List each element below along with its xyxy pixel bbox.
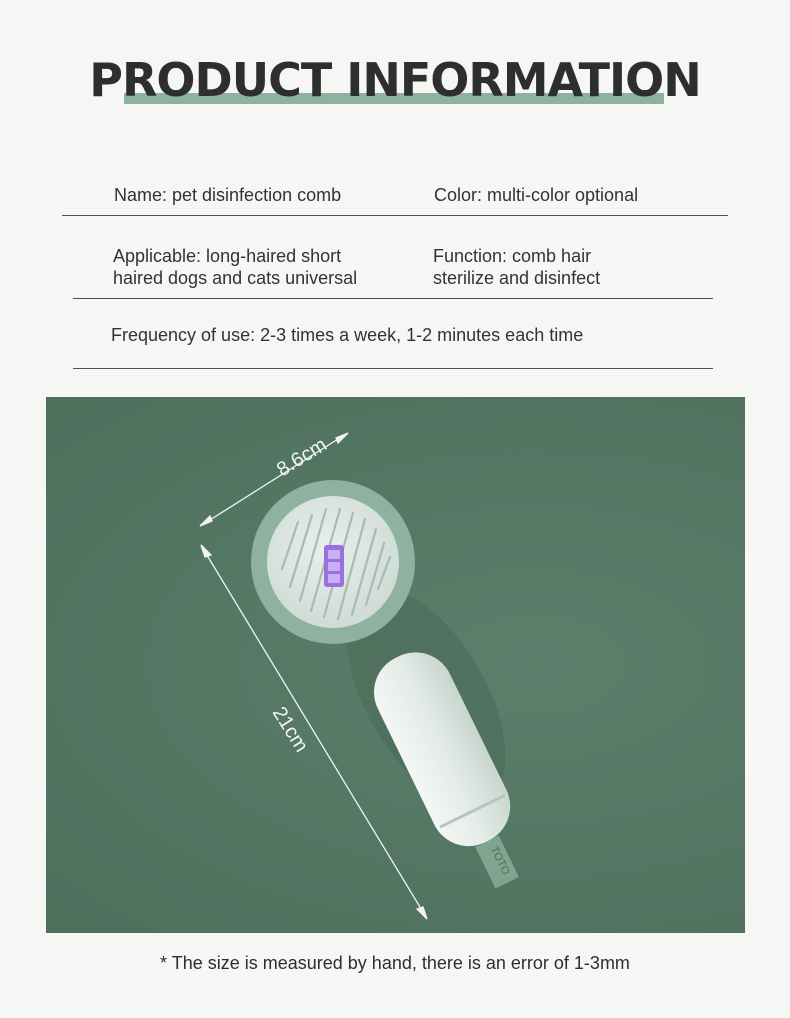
spec-function-line1: Function: comb hair <box>433 246 592 266</box>
title-wrap <box>0 52 790 108</box>
measurement-note: * The size is measured by hand, there is an error of 1-3mm <box>160 953 630 973</box>
spec-applicable-line1: Applicable: long-haired short <box>113 246 342 266</box>
divider-1 <box>62 215 728 216</box>
spec-applicable-line2: haired dogs and cats universal <box>113 268 358 288</box>
handle-tag-label: TOTO <box>487 844 512 877</box>
divider-3 <box>73 368 713 369</box>
length-label: 21cm <box>267 702 313 757</box>
spec-frequency: Frequency of use: 2-3 times a week, 1-2 minutes each time <box>111 325 584 345</box>
comb-illustration <box>46 397 745 933</box>
divider-2 <box>73 298 713 299</box>
spec-color: Color: multi-color optional <box>434 185 639 205</box>
page-title: PRODUCT INFORMATION <box>89 53 701 107</box>
spec-name: Name: pet disinfection comb <box>114 185 342 205</box>
spec-function-line2: sterilize and disinfect <box>433 268 601 288</box>
spec-applicable <box>113 245 357 289</box>
width-label: 8.6cm <box>272 433 331 482</box>
product-photo <box>46 397 745 933</box>
spec-function <box>433 245 600 289</box>
